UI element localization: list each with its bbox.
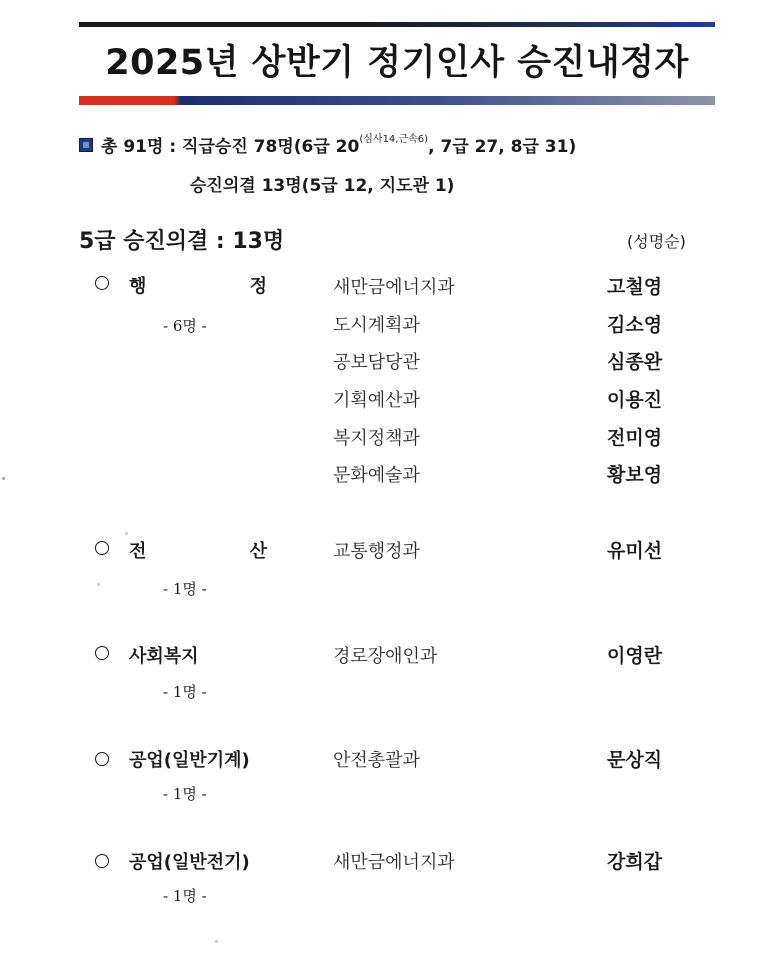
square-bullet-icon [79, 138, 93, 152]
circle-bullet-icon [95, 854, 109, 868]
circle-bullet-icon [95, 752, 109, 766]
title-bottom-rule [79, 96, 715, 105]
scan-speck [125, 532, 128, 535]
department: 교통행정과 [333, 541, 420, 562]
person-name: 전미영 [607, 427, 663, 449]
department: 공보담당관 [333, 352, 420, 373]
person-name: 유미선 [607, 540, 663, 562]
category-heading [95, 537, 267, 563]
circle-bullet-icon [95, 646, 109, 660]
category-count: - 1명 - [163, 683, 207, 701]
department: 경로장애인과 [333, 646, 438, 667]
person-name: 강희갑 [607, 851, 663, 873]
section-title: 5급 승진의결 : 13명 [79, 229, 285, 254]
department: 새만금에너지과 [333, 852, 455, 873]
category-count: - 1명 - [163, 785, 207, 803]
summary-line-1 [101, 132, 576, 157]
category-count: - 1명 - [163, 580, 207, 598]
category-heading [95, 746, 250, 772]
person-name: 문상직 [607, 749, 663, 771]
department: 도시계획과 [333, 315, 420, 336]
category-heading [95, 848, 250, 874]
person-name: 고철영 [607, 276, 663, 298]
department: 문화예술과 [333, 465, 420, 486]
scan-speck [97, 583, 100, 586]
scan-speck [215, 940, 218, 943]
person-name: 김소영 [607, 314, 663, 336]
category-count: - 1명 - [163, 887, 207, 905]
department: 기획예산과 [333, 390, 420, 411]
category-name: 전 산 [129, 541, 267, 562]
category-name: 사회복지 [129, 646, 199, 667]
scan-speck [2, 477, 5, 480]
category-name: 행 정 [129, 276, 267, 297]
page-title: 2025년 상반기 정기인사 승진내정자 [105, 43, 689, 83]
category-name: 공업(일반기계) [129, 750, 250, 771]
person-name: 심종완 [607, 351, 663, 373]
category-heading [95, 642, 267, 668]
summary-main: 총 91명 : 직급승진 78명(6급 20 [101, 137, 360, 157]
department: 안전총괄과 [333, 750, 420, 771]
summary-rest: , 7급 27, 8급 31) [428, 137, 577, 157]
title-top-rule [79, 22, 715, 27]
summary-line-2: 승진의결 13명(5급 12, 지도관 1) [190, 176, 455, 196]
category-name: 공업(일반전기) [129, 852, 250, 873]
circle-bullet-icon [95, 276, 109, 290]
person-name: 이용진 [607, 389, 663, 411]
summary-superscript: (심사14,근속6) [359, 134, 429, 145]
circle-bullet-icon [95, 541, 109, 555]
category-heading [95, 272, 267, 298]
person-name: 황보영 [607, 464, 663, 486]
order-note: (성명순) [627, 232, 686, 251]
person-name: 이영란 [607, 645, 663, 667]
department: 새만금에너지과 [333, 277, 455, 298]
category-count: - 6명 - [163, 317, 207, 335]
department: 복지정책과 [333, 428, 420, 449]
